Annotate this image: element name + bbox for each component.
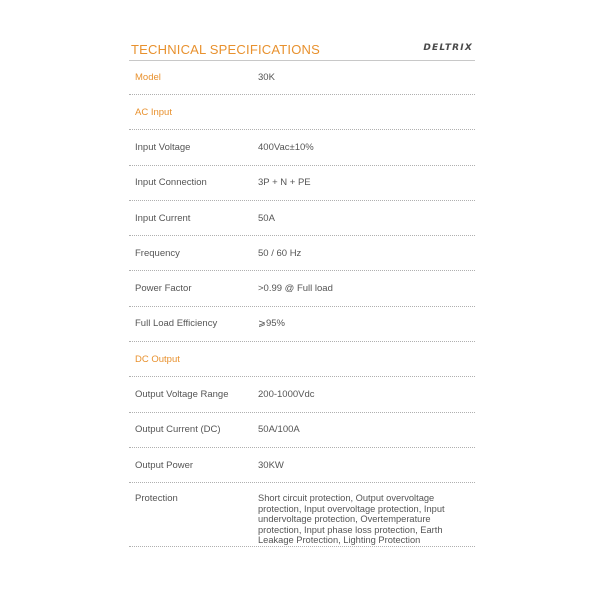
section-heading-dc-output	[129, 342, 475, 377]
spec-row-protection	[129, 483, 475, 547]
spec-value: 50A/100A	[258, 424, 300, 436]
spec-label: Output Voltage Range	[135, 389, 229, 401]
page-title: TECHNICAL SPECIFICATIONS	[131, 42, 320, 57]
spec-value: 50A	[258, 212, 275, 224]
spec-value: 200-1000Vdc	[258, 389, 315, 401]
spec-label: Frequency	[135, 247, 180, 259]
spec-value: >0.99 @ Full load	[258, 283, 333, 295]
spec-label: Full Load Efficiency	[135, 318, 218, 330]
section-heading-ac-input	[129, 95, 475, 130]
spec-value: 400Vac±10%	[258, 141, 314, 153]
spec-value: Short circuit protection, Output overvoltage protection, Input overvoltage protection, Input undervoltage protection, Overtemperature protection, Input phase loss protection, Earth Leakage Protection, Lighting Protection	[258, 493, 445, 546]
spec-value: 50 / 60 Hz	[258, 247, 302, 259]
spec-row-output-power	[129, 448, 475, 483]
spec-row-model	[129, 61, 475, 95]
spec-value: ⩾95%	[258, 318, 285, 330]
spec-label: Input Current	[135, 212, 191, 224]
spec-row-full-load-efficiency	[129, 307, 475, 342]
spec-row-power-factor	[129, 271, 475, 306]
spec-row-input-connection	[129, 166, 475, 201]
spec-row-input-voltage	[129, 130, 475, 165]
spec-row-output-current	[129, 413, 475, 448]
spec-row-output-voltage-range	[129, 377, 475, 412]
section-label: DC Output	[135, 353, 180, 365]
spec-row-frequency	[129, 236, 475, 271]
section-label: AC Input	[135, 106, 172, 118]
spec-label: Protection	[135, 493, 178, 505]
spec-sheet	[129, 38, 475, 547]
spec-label: Input Connection	[135, 177, 207, 189]
spec-label: Input Voltage	[135, 141, 191, 153]
spec-label: Output Current (DC)	[135, 424, 221, 436]
spec-value: 3P + N + PE	[258, 177, 311, 189]
spec-label: Model	[135, 72, 161, 83]
spec-value: 30K	[258, 72, 275, 83]
spec-value: 30KW	[258, 459, 284, 471]
spec-header	[129, 38, 475, 61]
spec-label: Power Factor	[135, 283, 192, 295]
spec-row-input-current	[129, 201, 475, 236]
brand-logo: DELTRIX	[423, 43, 473, 53]
spec-label: Output Power	[135, 459, 194, 471]
